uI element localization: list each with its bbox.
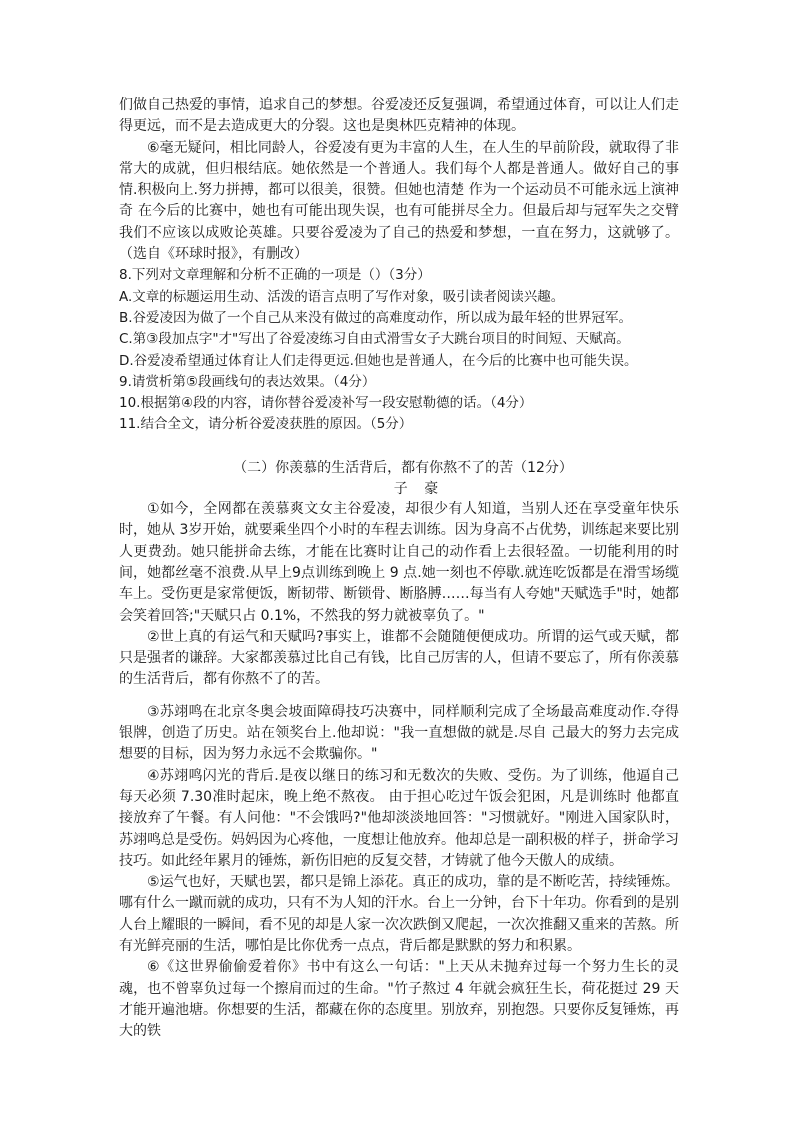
article-paragraph-6: ⑥《这世界偷偷爱着你》书中有这么一句话："上天从未抛弃过每一个努力生长的灵魂，也不曾辜负过每一个擦肩而过的生命。"竹子熬过 4 年就会疯狂生长，荷花挺过 29 天才能开遍池塘。你想要的生活，都藏在你的态度里。别放弃，别抱怨。只要你反复锤炼，再大的铁 xyxy=(119,959,679,1040)
paragraph-continued: 们做自己热爱的事情，追求自己的梦想。谷爱凌还反复强调，希望通过体育，可以让人们走得更远，而不是去造成更大的分裂。这也是奥林匹克精神的体现。 xyxy=(119,97,679,135)
question-list xyxy=(119,265,679,435)
question-8-option-a: A.文章的标题运用生动、活泼的语言点明了写作对象，吸引读者阅读兴趣。 xyxy=(119,288,565,305)
article-paragraph-3: ③苏翊鸣在北京冬奥会坡面障碍技巧决赛中，同样顺利完成了全场最高难度动作.夺得银牌，创造了历史。站在领奖台上.他却说："我一直想做的就是.尽自 己最大的努力去完成想要的目标，因为努力永远不会欺骗你。" xyxy=(119,703,679,763)
question-11: 11.结合全文，请分析谷爱凌获胜的原因。（5分） xyxy=(119,416,413,433)
article-title: （二）你羡慕的生活背后，都有你熬不了的苦（12分） xyxy=(233,459,573,476)
question-10: 10.根据第④段的内容，请你替谷爱凌补写一段安慰勒德的话。（4分） xyxy=(119,395,533,412)
article-paragraph-2: ②世上真的有运气和天赋吗?事实上，谁都不会随随便便成功。所谓的运气或天赋，都只是强者的谦辞。大家都羡慕过比自己有钱，比自己厉害的人，但请不要忘了，所有你羡慕的生活背后，都有你熬不了的苦。 xyxy=(119,628,679,688)
question-8-option-b: B.谷爱凌因为做了一个自己从来没有做过的高难度动作，所以成为最年轻的世界冠军。 xyxy=(119,309,633,326)
article-paragraph-1: ①如今，全网都在羡慕爽文女主谷爱凌，却很少有人知道，当别人还在享受童年快乐时，她从 3岁开始，就要乘坐四个小时的车程去训练。因为身高不占优势，训练起来要比别人更费劲。她只能拼命去练，才能在比赛时让自己的动作看上去很轻盈。一切能利用的时间，她都丝毫不浪费.从早上9点训练到晚上 9 点.她一刻也不停歇.就连吃饭都是在滑雪场缆车上。受伤更是家常便饭，断韧带、断锁骨、断胳膊……每当有人夸她"天赋选手"时，她都会笑着回答;"天赋只占 0.1%，不然我的努力就被辜负了。" xyxy=(119,501,679,624)
article-author: 子 豪 xyxy=(393,481,445,498)
question-8-option-d: D.谷爱凌希望通过体育让人们走得更远.但她也是普通人，在今后的比赛中也可能失误。 xyxy=(119,352,638,369)
question-8-option-c: C.第③段加点字"才"写出了谷爱凌练习自由式滑雪女子大跳台项目的时间短、天赋高。 xyxy=(119,331,630,348)
document-page xyxy=(119,95,679,1042)
paragraph-6: ⑥毫无疑问，相比同龄人，谷爱凌有更为丰富的人生，在人生的早前阶段，就取得了非常大的成就，但归根结底。她依然是一个普通人。我们每个人都是普通人。做好自己的事情.积极向上.努力拼搏，都可以很美，很赞。但她也清楚 作为一个运动员不可能永远上演神奇 在今后的比赛中，她也有可能出现失误，也有可能拼尽全力。但最后却与冠军失之交臂我们不应该以成败论英雄。只要谷爱凌为了自己的热爱和梦想，一直在努力，这就够了。（选自《环球时报》，有删改） xyxy=(119,139,679,263)
article-paragraph-4: ④苏翊鸣闪光的背后.是夜以继日的练习和无数次的失败、受伤。为了训练，他逼自己每天必须 7.30准时起床，晚上绝不熬夜。 由于担心吃过午饭会犯困，凡是训练时 他都直接放弃了午餐。有人问他："不会饿吗?"他却淡淡地回答："习惯就好。"刚进入国家队时，苏翊鸣总是受伤。妈妈因为心疼他，一度想让他放弃。他却总是一副积极的样子，拼命学习技巧。如此经年累月的锤炼，新伤旧疤的反复交替，才铸就了他今天傲人的成绩。 xyxy=(119,767,679,869)
question-8: 8.下列对文章理解和分析不正确的一项是（）（3分） xyxy=(119,267,431,284)
question-9: 9.请赏析第⑤段画线句的表达效果。（4分） xyxy=(119,373,376,390)
article-paragraph-5: ⑤运气也好，天赋也罢，都只是锦上添花。真正的成功，靠的是不断吃苦，持续锤炼。哪有什么一蹴而就的成功，只有不为人知的汗水。台上一分钟，台下十年功。你看到的是别人台上耀眼的一瞬间，看不见的却是人家一次次跌倒又爬起，一次次推翻又重来的苦熬。所有光鲜亮丽的生活，哪怕是比你优秀一点点，背后都是默默的努力和积累。 xyxy=(119,874,679,954)
